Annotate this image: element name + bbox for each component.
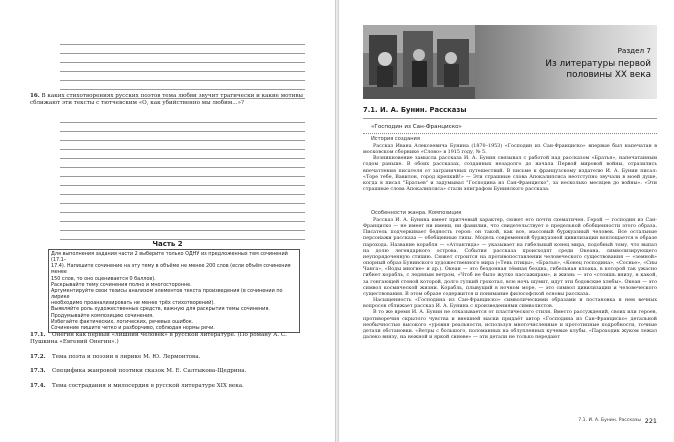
instruction-line: Продумывайте композицию сочинения. bbox=[51, 312, 154, 319]
instruction-line: Аргументируйте свои тезисы анализом элементов текста произведения (в сочинении по лирике bbox=[51, 287, 283, 301]
section-photo bbox=[363, 25, 475, 99]
page-footer bbox=[363, 417, 657, 426]
section-title: Из литературы первой половины XX века bbox=[545, 59, 651, 80]
topic-text: Тема поэта и поэзии в лирике М. Ю. Лермонтова. bbox=[52, 353, 201, 360]
topic-text: Специфика жанровой поэтики сказок М. Е. Салтыкова-Щедрина. bbox=[52, 368, 247, 375]
story-title: «Господин из Сан-Франциско» bbox=[371, 124, 462, 130]
section-banner bbox=[363, 25, 657, 99]
instruction-line: необходимо проанализировать не менее трёх стихотворений). bbox=[51, 300, 215, 307]
genre-text bbox=[363, 217, 657, 340]
footer-label: 7.1. И. А. Бунин. Рассказы bbox=[578, 418, 641, 423]
topic-number: 17.4. bbox=[30, 382, 46, 389]
essay-topic bbox=[30, 332, 315, 347]
paragraph: В то же время И. А. Бунин не отказывается от пластического стиля. Вместо рассуждений, своих или героев, противоречия скрытого чувства и внешней маски придаёт автор «Господина из Сан-Франциско» детальной необычностью высокого «уровня реальности, используя многочисленные и прототипные подробности, точные детали обстановки. «Ветры с большого, поломанных на облупленных кучевые клубы. «Пароходик жуком лежал далеко внизу, на нежной и яркой синеве» — эти детали не только передают bbox=[363, 309, 657, 340]
instruction-line: Сочинение пишите четко и разборчиво, соблюдая нормы речи. bbox=[51, 324, 215, 331]
chapter-title: 7.1. И. А. Бунин. Рассказы bbox=[363, 106, 467, 114]
answer-lines-top bbox=[60, 36, 305, 99]
essay-topic bbox=[30, 354, 315, 361]
instruction-line: Избегайте фактических, логических, речевых ошибок. bbox=[51, 318, 194, 325]
topic-number: 17.1. bbox=[30, 332, 46, 338]
divider bbox=[363, 118, 657, 119]
divider bbox=[363, 133, 657, 134]
question-16-text: В каких стихотворениях русских поэтов тема любви звучит трагически и какие мотивы сближают эти тексты с тютчевским «О, как убийственно мы любим...»? bbox=[30, 93, 303, 107]
essay-topics bbox=[30, 332, 315, 397]
question-16-number: 16. bbox=[30, 93, 40, 99]
paragraph: Возникновение замысла рассказа И. А. Бунин связывал с работой над рассказом «Братья», напечатанным годом раньше. В обоих рассказах, созданных незадолго до начала Первой мировой войны, отразились впечатления писателя от заграничных путешествий. В письме к французскому издателю И. А. Бунин писал: «Торе тебе, Вавилон, город крепкий!» — Эти страшные слова Апокалипсиса неотступно звучали в моей душе, когда я писал "Братьев" и задумывал "Господина из Сан-Франциско", за несколько месяцев до войны». «Эти страшные слова Апокалипсиса» стали эпиграфом Бунинского рассказа. bbox=[363, 155, 657, 193]
topic-number: 17.2. bbox=[30, 353, 46, 360]
essay-topic bbox=[30, 383, 315, 390]
topic-text: Тема сострадания и милосердия в русской литературе XIX века. bbox=[52, 382, 244, 389]
history-text bbox=[363, 143, 657, 192]
topic-text: Онегин как первый «лишний человек» в русской литературе. (По роману А. С. Пушкина «Евгений Онегин».) bbox=[30, 332, 287, 346]
instruction-line: 150 слов, то оно оценивается 0 баллов). bbox=[51, 275, 156, 282]
part2-heading: Часть 2 bbox=[152, 240, 183, 248]
answer-lines-bottom bbox=[60, 114, 305, 240]
page-number: 221 bbox=[644, 417, 657, 425]
question-16 bbox=[30, 93, 310, 107]
instruction-line: Для выполнения задания части 2 выберите только ОДНУ из предложенных тем сочинений (17.1– bbox=[51, 251, 288, 264]
left-page bbox=[0, 0, 335, 442]
instruction-line: Раскрывайте тему сочинения полно и многосторонне. bbox=[51, 281, 192, 288]
subheading-genre: Особенности жанра. Композиция bbox=[371, 210, 462, 216]
essay-topic bbox=[30, 368, 315, 375]
instruction-line: Выявляйте роль художественных средств, важную для раскрытия темы сочинения. bbox=[51, 306, 270, 313]
section-label: Раздел 7 bbox=[617, 46, 651, 55]
instruction-line: 17.4). Напишите сочинение на эту тему в объёме не менее 200 слов (если объём сочинения менее bbox=[51, 263, 291, 276]
paragraph: Рассказ И. А. Бунина имеет притчевый характер, сюжет его почти схематичен. Герой — господин из Сан-Франциско — не имеет ни имени, ни фамилии, что свидетельствует о предельной обобщенности этого образа. Писатель подчеркивает бедность героя: он такой, как все, массовый буржуазный человек. Все остальные персонажи рассказа — обобщенные типы. Модель современной буржуазной цивилизации воплощается в образе парохода. Название корабля — «Атлантида» — указывает на гибельный конец мира, подобный тому, что выпал на долю легендарного острова. События рассказа происходят среди Океана, символизирующего неупорядоченную стихию. Сюжет строится на противопоставлении человеческого существования — «земной» опорный образ Бунинского художественного мира («Тень птицы», «Братья», «Конец господина», «Соснье», «Сны Чанга», «Воды многие» и др.). Океан — это бездонная тёмная бездна, гибельная клоака, в которой так ужасно гибнет корабль, с ледяным ветром, «Чтоб не было жутко пассажирам», и жизнь — это «стоишь внизу, в какой, за гонгающей стеной которой, долго гулкий грохотал, всю ночь шумит, идут эти бодовские хлебы». Океан — это символ космической жизни. Корабль, плывущий в ночном море, — это символ цивилизации и человеческого существования. В этом образе содержится и понимание философской основы рассказа. bbox=[363, 217, 657, 297]
right-page bbox=[339, 0, 674, 442]
instructions-box bbox=[48, 249, 300, 333]
paragraph: Рассказ Ивана Алексеевича Бунина (1870–1953) «Господин из Сан-Франциско» впервые был напечатан в московском сборнике «Слово» в 1915 году, № 5. bbox=[363, 143, 657, 156]
subheading-history: История создания bbox=[371, 136, 420, 142]
paragraph: Насыщенность «Господина из Сан-Франциско» символическими образами и постановка в нем вечных вопросов сближает рассказ И. А. Бунина с произведениями символистов. bbox=[363, 297, 657, 310]
topic-number: 17.3. bbox=[30, 368, 46, 375]
